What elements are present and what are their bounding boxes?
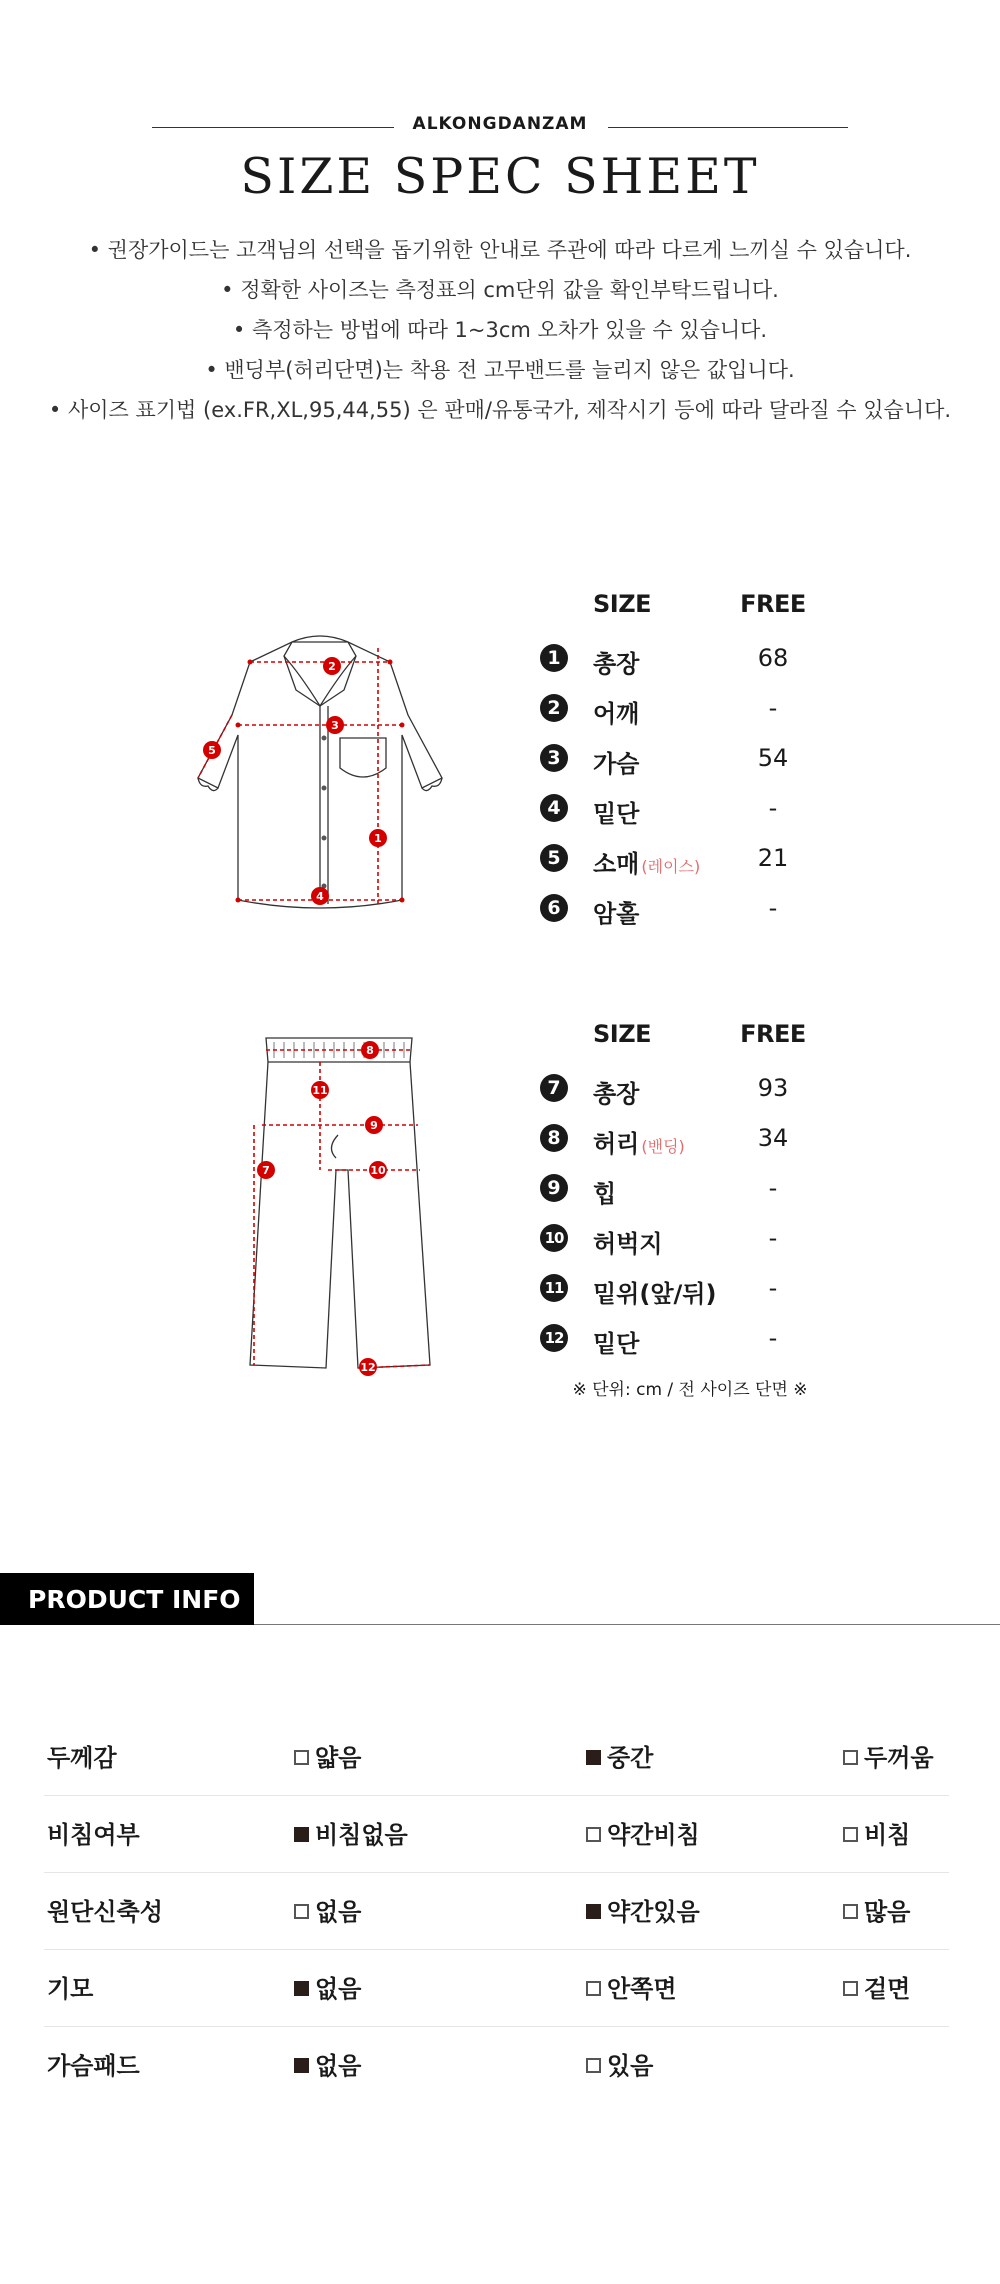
measure-value: -: [768, 1224, 778, 1252]
measure-value: -: [768, 1324, 778, 1352]
option: [586, 1815, 700, 1850]
size-row-3: [540, 742, 840, 778]
size-header: SIZE: [593, 590, 652, 618]
top-size-table: [540, 590, 840, 930]
checkbox-icon: [294, 1904, 309, 1919]
option: [843, 1738, 934, 1773]
guide-note: • 밴딩부(허리단면)는 착용 전 고무밴드를 늘리지 않은 값입니다.: [205, 358, 795, 382]
guide-notes: [0, 230, 1000, 430]
page-title: SIZE SPEC SHEET: [240, 148, 760, 205]
measure-label: 암홀: [593, 900, 640, 928]
option: [586, 1969, 677, 2004]
size-row-8: [540, 1122, 840, 1158]
measure-value: 21: [757, 844, 789, 872]
checkbox-icon: [843, 1904, 858, 1919]
measure-label: 허벅지: [593, 1230, 663, 1258]
option-label: 약간비침: [607, 1821, 700, 1849]
measure-value: -: [768, 894, 778, 922]
option: [294, 1892, 361, 1927]
option: [843, 1892, 910, 1927]
checkbox-icon: [294, 1750, 309, 1765]
product-info-row-pad: [44, 2026, 949, 2103]
checked-box-icon: [294, 1981, 309, 1996]
row-label: 가슴패드: [47, 2052, 140, 2080]
marker-1: 1: [374, 832, 382, 845]
marker-7: 7: [262, 1164, 270, 1177]
size-row-12: [540, 1322, 840, 1358]
product-info-row-thickness: [44, 1718, 949, 1796]
marker-11: 11: [312, 1084, 328, 1097]
option-label: 없음: [315, 1975, 362, 2003]
measure-value: 68: [757, 644, 789, 672]
marker-10: 10: [370, 1164, 386, 1177]
marker-4: 4: [316, 890, 324, 903]
row-label: 비침여부: [47, 1821, 140, 1849]
measure-label: 어깨: [593, 700, 640, 728]
size-row-11: [540, 1272, 840, 1308]
option: [586, 2046, 653, 2081]
number-badge: 12: [540, 1324, 568, 1352]
option-label: 비침: [864, 1821, 911, 1849]
number-badge: 5: [540, 844, 568, 872]
size-row-1: [540, 642, 840, 678]
option-label: 비침없음: [315, 1821, 408, 1849]
size-row-7: [540, 1072, 840, 1108]
number-badge: 1: [540, 644, 568, 672]
option-label: 없음: [315, 2052, 362, 2080]
checked-box-icon: [586, 1904, 601, 1919]
option-label: 약간있음: [607, 1898, 700, 1926]
size-header: SIZE: [593, 1020, 652, 1048]
measure-label: 밑단: [593, 1330, 640, 1358]
checkbox-icon: [586, 1981, 601, 1996]
size-row-4: [540, 792, 840, 828]
measure-label: 총장: [593, 650, 640, 678]
number-badge: 6: [540, 894, 568, 922]
marker-5: 5: [208, 744, 216, 757]
measure-value: 54: [757, 744, 789, 772]
option: [294, 1738, 361, 1773]
option: [294, 2046, 361, 2081]
option: [586, 1892, 700, 1927]
measure-label: 총장: [593, 1080, 640, 1108]
guide-note: • 사이즈 표기법 (ex.FR,XL,95,44,55) 은 판매/유통국가, 제작시기 등에 따라 달라질 수 있습니다.: [48, 398, 952, 422]
option-label: 얇음: [315, 1744, 362, 1772]
measure-sublabel: (레이스): [641, 857, 701, 876]
option-label: 있음: [607, 2052, 654, 2080]
checkbox-icon: [843, 1981, 858, 1996]
measure-value: 93: [757, 1074, 789, 1102]
measure-label: 가슴: [593, 750, 640, 778]
measure-label: 소매: [593, 850, 640, 878]
measure-label: 밑단: [593, 800, 640, 828]
number-badge: 7: [540, 1074, 568, 1102]
product-info-row-fleece: [44, 1949, 949, 2027]
checkbox-icon: [843, 1750, 858, 1765]
measure-label: 허리: [593, 1130, 640, 1158]
number-badge: 8: [540, 1124, 568, 1152]
option-label: 없음: [315, 1898, 362, 1926]
measure-label: 힙: [593, 1180, 617, 1208]
checked-box-icon: [294, 2058, 309, 2073]
product-info-row-stretch: [44, 1872, 949, 1950]
option: [294, 1815, 408, 1850]
number-badge: 3: [540, 744, 568, 772]
measure-value: 34: [757, 1124, 789, 1152]
bottom-size-table: [540, 1020, 840, 1360]
option: [294, 1969, 361, 2004]
option-label: 안쪽면: [607, 1975, 677, 2003]
free-header: FREE: [740, 590, 806, 618]
marker-2: 2: [328, 660, 336, 673]
option-label: 두꺼움: [864, 1744, 934, 1772]
measure-value: -: [768, 794, 778, 822]
option-label: 많음: [864, 1898, 911, 1926]
guide-note: • 정확한 사이즈는 측정표의 cm단위 값을 확인부탁드립니다.: [221, 278, 779, 302]
option: [586, 1738, 653, 1773]
guide-note: • 권장가이드는 고객님의 선택을 돕기위한 안내로 주관에 따라 다르게 느끼실 수 있습니다.: [88, 238, 912, 262]
option: [843, 1815, 910, 1850]
checkbox-icon: [843, 1827, 858, 1842]
size-row-6: [540, 892, 840, 928]
row-label: 기모: [47, 1975, 94, 2003]
measure-value: -: [768, 1274, 778, 1302]
option-label: 중간: [607, 1744, 654, 1772]
option: [843, 1969, 910, 2004]
checkbox-icon: [586, 2058, 601, 2073]
measure-value: -: [768, 1174, 778, 1202]
measure-sublabel: (밴딩): [641, 1137, 685, 1156]
measure-value: -: [768, 694, 778, 722]
marker-12: 12: [360, 1361, 376, 1374]
number-badge: 10: [540, 1224, 568, 1252]
size-row-9: [540, 1172, 840, 1208]
checked-box-icon: [294, 1827, 309, 1842]
number-badge: 4: [540, 794, 568, 822]
pants-diagram: [240, 1020, 450, 1390]
checked-box-icon: [586, 1750, 601, 1765]
product-info-divider: [254, 1624, 1000, 1625]
product-info-title: PRODUCT INFO: [0, 1573, 254, 1625]
size-row-2: [540, 692, 840, 728]
top-garment-diagram: [180, 600, 460, 930]
option-label: 겉면: [864, 1975, 911, 2003]
number-badge: 11: [540, 1274, 568, 1302]
size-row-5: [540, 842, 840, 878]
unit-note: ※ 단위: cm / 전 사이즈 단면 ※: [572, 1380, 808, 1400]
marker-9: 9: [370, 1119, 378, 1132]
marker-8: 8: [366, 1044, 374, 1057]
number-badge: 9: [540, 1174, 568, 1202]
row-label: 원단신축성: [47, 1898, 163, 1926]
checkbox-icon: [586, 1827, 601, 1842]
size-row-10: [540, 1222, 840, 1258]
brand-logo: ALKONGDANZAM: [412, 114, 588, 134]
product-info-row-transparency: [44, 1795, 949, 1873]
free-header: FREE: [740, 1020, 806, 1048]
number-badge: 2: [540, 694, 568, 722]
measure-label: 밑위(앞/뒤): [593, 1280, 717, 1308]
guide-note: • 측정하는 방법에 따라 1~3cm 오차가 있을 수 있습니다.: [232, 318, 768, 342]
row-label: 두께감: [47, 1744, 117, 1772]
marker-3: 3: [331, 719, 339, 732]
